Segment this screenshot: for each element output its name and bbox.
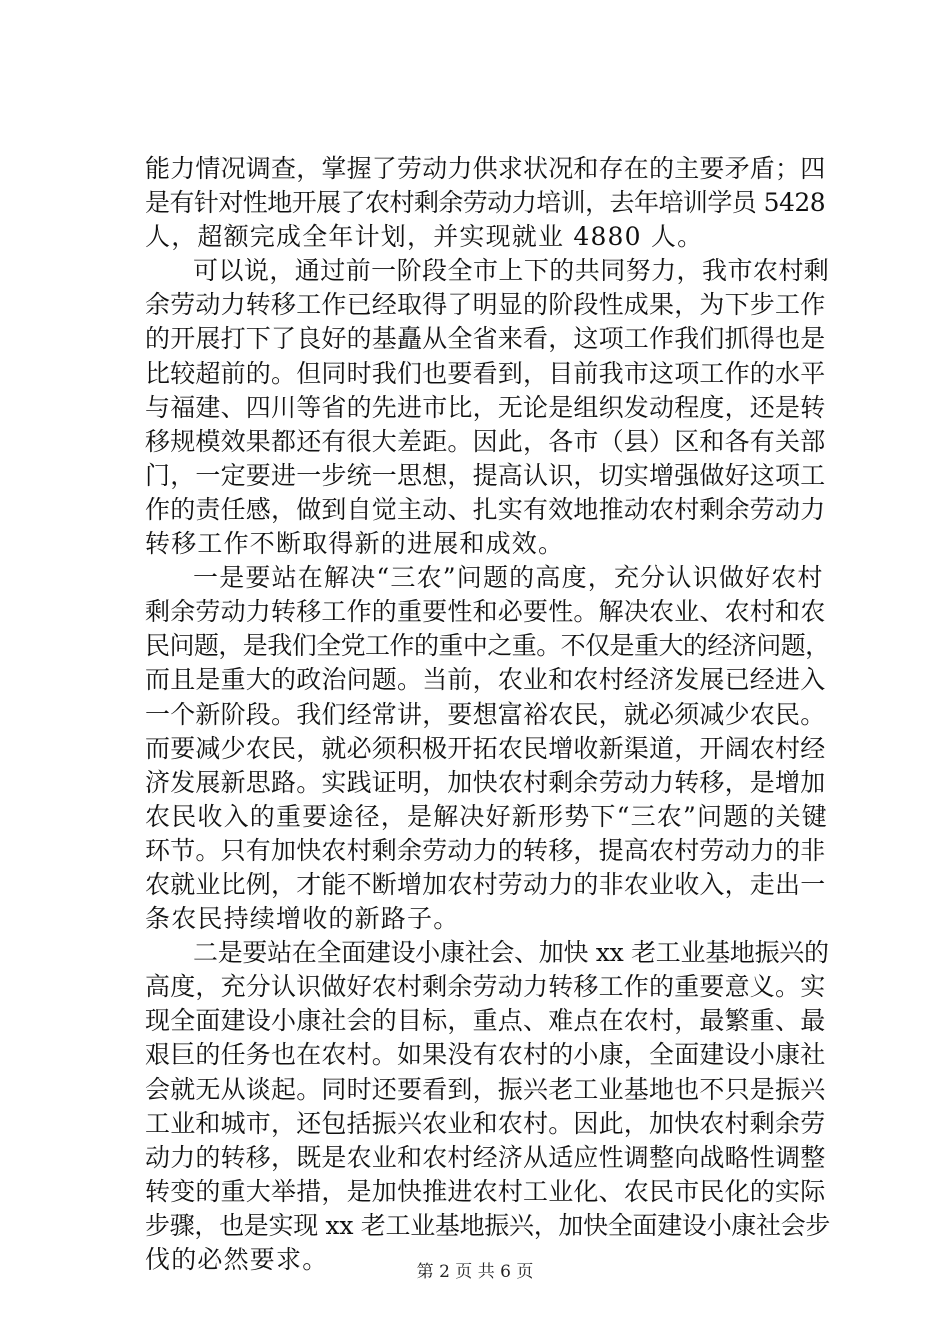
text-line: 农就业比例，才能不断增加农村劳动力的非农业收入，走出一 [145, 869, 826, 899]
text-line: 移规模效果都还有很大差距。因此，各市（县）区和各有关部 [145, 426, 826, 456]
text-line: 会就无从谈起。同时还要看到，振兴老工业基地也不只是振兴 [145, 1074, 826, 1104]
text-line: 步骤，也是实现 xx 老工业基地振兴，加快全面建设小康社会步 [145, 1210, 831, 1240]
text-line: 比较超前的。但同时我们也要看到，目前我市这项工作的水平 [145, 358, 826, 388]
text-line: 农民收入的重要途径，是解决好新形势下“三农”问题的关键 [145, 801, 828, 831]
text-line: 可以说，通过前一阶段全市上下的共同努力，我市农村剩 [193, 256, 830, 286]
text-line: 工业和城市，还包括振兴农业和农村。因此，加快农村剩余劳 [145, 1108, 826, 1138]
text-line: 二是要站在全面建设小康社会、加快 xx 老工业基地振兴的 [193, 938, 829, 968]
text-line: 而要减少农民，就必须积极开拓农民增收新渠道，开阔农村经 [145, 733, 826, 763]
text-line: 的开展打下了良好的基矗从全省来看，这项工作我们抓得也是 [145, 324, 826, 354]
text-line: 环节。只有加快农村剩余劳动力的转移，提高农村劳动力的非 [145, 835, 826, 865]
text-line: 剩余劳动力转移工作的重要性和必要性。解决农业、农村和农 [145, 597, 826, 627]
text-line: 转变的重大举措，是加快推进农村工业化、农民市民化的实际 [145, 1176, 826, 1206]
text-line: 济发展新思路。实践证明，加快农村剩余劳动力转移，是增加 [145, 767, 826, 797]
body-text [145, 152, 830, 1277]
text-line: 与福建、四川等省的先进市比，无论是组织发动程度，还是转 [145, 392, 826, 422]
text-line: 一是要站在解决“三农”问题的高度，充分认识做好农村 [193, 563, 824, 593]
text-line: 动力的转移，既是农业和农村经济从适应性调整向战略性调整 [145, 1142, 826, 1172]
text-line: 作的责任感，做到自觉主动、扎实有效地推动农村剩余劳动力 [145, 494, 826, 524]
text-line: 条农民持续增收的新路子。 [145, 904, 460, 934]
text-line: 能力情况调查，掌握了劳动力供求状况和存在的主要矛盾；四 [145, 154, 826, 183]
page-footer: 第 2 页 共 6 页 [416, 1262, 534, 1282]
text-line: 民问题，是我们全党工作的重中之重。不仅是重大的经济问题， [145, 631, 830, 661]
text-line: 高度，充分认识做好农村剩余劳动力转移工作的重要意义。实 [145, 972, 826, 1002]
text-line: 艰巨的任务也在农村。如果没有农村的小康，全面建设小康社 [145, 1040, 826, 1070]
text-line: 余劳动力转移工作已经取得了明显的阶段性成果，为下步工作 [145, 290, 826, 320]
text-line: 转移工作不断取得新的进展和成效。 [145, 529, 565, 559]
text-line: 伐的必然要求。 [145, 1245, 329, 1274]
text-line: 现全面建设小康社会的目标，重点、难点在农村，最繁重、最 [145, 1006, 826, 1036]
text-line: 人，超额完成全年计划，并实现就业 4880 人。 [145, 222, 704, 252]
text-line: 而且是重大的政治问题。当前，农业和农村经济发展已经进入 [145, 665, 826, 695]
text-line: 一个新阶段。我们经常讲，要想富裕农民，就必须减少农民。 [145, 699, 826, 729]
text-line: 门，一定要进一步统一思想，提高认识，切实增强做好这项工 [145, 460, 826, 490]
text-line: 是有针对性地开展了农村剩余劳动力培训，去年培训学员 5428 [145, 188, 826, 218]
